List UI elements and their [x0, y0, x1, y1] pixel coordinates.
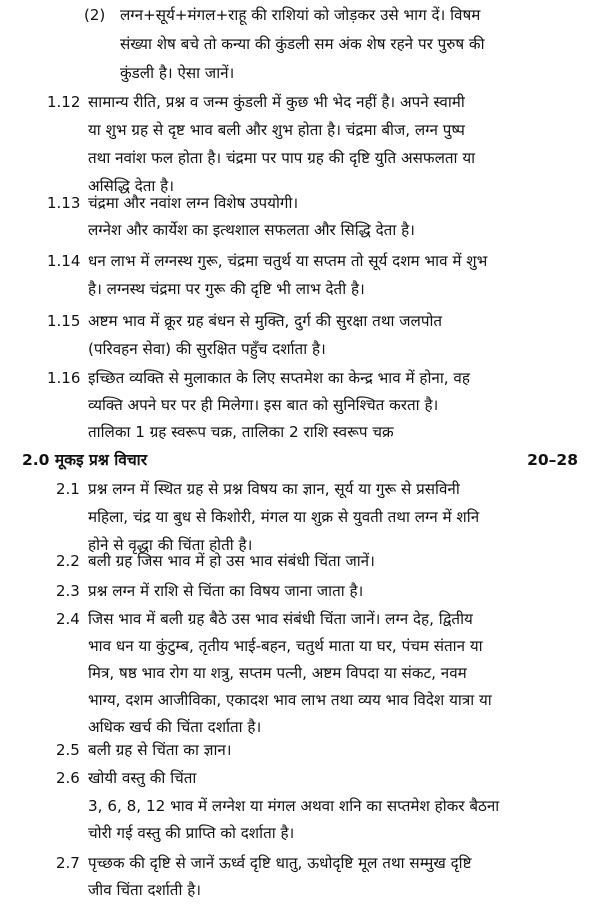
item-text-line: (परिवहन सेवा) की सुरक्षित पहुँच दर्शाता है।	[88, 340, 326, 358]
item-text-line: तथा नवांश फल होता है। चंद्रमा पर पाप ग्रह की दृष्टि युति असफलता या	[88, 149, 476, 167]
item-text-line: अष्टम भाव में क्रूर ग्रह बंधन से मुक्ति, दुर्ग की सुरक्षा तथा जलपोत	[88, 312, 443, 330]
item-text-line: खोयी वस्तु की चिंता	[88, 769, 197, 787]
item-number: 1.12	[47, 93, 81, 111]
item-text-line: बली ग्रह से चिंता का ज्ञान।	[88, 741, 232, 759]
item-text-line: मित्र, षष्ठ भाव रोग या शत्रु, सप्तम पत्नी, अष्टम विपदा या संकट, नवम	[88, 664, 467, 682]
item-text-line: धन लाभ में लग्नस्थ गुरू, चंद्रमा चतुर्थ या सप्तम तो सूर्य दशम भाव में शुभ	[88, 252, 488, 270]
item-text-line: संख्या शेष बचे तो कन्या की कुंडली सम अंक शेष रहने पर पुरुष की	[120, 35, 485, 53]
item-number: 1.13	[47, 194, 81, 212]
item-number: 2.1	[56, 480, 80, 498]
item-text-line: अधिक खर्च की चिंता दर्शाता है।	[88, 718, 262, 736]
item-text-line: लग्नेश और कार्येश का इत्थशाल सफलता और सिद्धि देता है।	[88, 221, 415, 239]
item-text-line: लग्न+सूर्य+मंगल+राहू की राशियां को जोड़कर उसे भाग दें। विषम	[120, 6, 481, 24]
section-heading	[22, 449, 578, 472]
item-number: 1.14	[47, 252, 81, 270]
item-text-line: है। लग्नस्थ चंद्रमा पर गुरू की दृष्टि भी लाभ देती है।	[88, 280, 365, 298]
item-text-line: जिस भाव में बली ग्रह बैठे उस भाव संबंधी चिंता जानें। लग्न देह, द्वितीय	[88, 610, 473, 628]
item-text-line: प्रश्न लग्न में राशि से चिंता का विषय जाना जाता है।	[88, 582, 364, 600]
section-page-range: 20–28	[527, 451, 578, 469]
item-number: 1.15	[47, 312, 81, 330]
item-text-line: बली ग्रह जिस भाव में हो उस भाव संबंधी चिंता जानें।	[88, 552, 375, 570]
item-number: 2.7	[56, 854, 80, 872]
item-number: 2.5	[56, 741, 80, 759]
item-text-line: जीव चिंता दर्शाती है।	[88, 881, 202, 899]
item-number: 2.6	[56, 769, 80, 787]
item-text-line: भाग्य, दशम आजीविका, एकादश भाव लाभ तथा व्यय भाव विदेश यात्रा या	[88, 691, 492, 709]
item-text-line: इच्छित व्यक्ति से मुलाकात के लिए सप्तमेश का केन्द्र भाव में होना, वह	[88, 369, 470, 387]
item-number: 2.3	[56, 582, 80, 600]
item-text-line: 3, 6, 8, 12 भाव में लग्नेश या मंगल अथवा शनि का सप्तमेश होकर बैठना	[88, 797, 500, 815]
section-title: 2.0 मूकइ प्रश्न विचार	[22, 451, 148, 469]
item-text-line: तालिका 1 ग्रह स्वरूप चक्र, तालिका 2 राशि स्वरूप चक्र	[88, 423, 394, 441]
item-number: (2)	[84, 6, 106, 24]
item-text-line: भाव धन या कुंटुम्ब, तृतीय भाई-बहन, चतुर्थ माता या घर, पंचम संतान या	[88, 637, 483, 655]
item-text-line: पृच्छक की दृष्टि से जानें ऊर्ध्व दृष्टि धातु, ऊधोदृष्टि मूल तथा सम्मुख दृष्टि	[88, 854, 472, 872]
item-number: 2.4	[56, 610, 80, 628]
item-text-line: प्रश्न लग्न में स्थित ग्रह से प्रश्न विषय का ज्ञान, सूर्य या गुरू से प्रसविनी	[88, 480, 460, 498]
item-text-line: या शुभ ग्रह से दृष्ट भाव बली और शुभ होता है। चंद्रमा बीज, लग्न पुष्प	[88, 121, 465, 139]
item-text-line: कुंडली है। ऐसा जानें।	[120, 64, 235, 82]
item-text-line: चोरी गई वस्तु की प्राप्ति को दर्शाता है।	[88, 824, 295, 842]
item-text-line: असिद्धि देता है।	[88, 177, 175, 195]
item-text-line: व्यक्ति अपने घर पर ही मिलेगा। इस बात को सुनिश्चित करता है।	[88, 396, 439, 414]
item-text-line: महिला, चंद्र या बुध से किशोरी, मंगल या शुक्र से युवती तथा लग्न में शनि	[88, 508, 480, 526]
item-text-line: होने से वृद्धा की चिंता होती है।	[88, 536, 253, 554]
item-text-line: चंद्रमा और नवांश लग्न विशेष उपयोगी।	[88, 194, 299, 212]
item-text-line: सामान्य रीति, प्रश्न व जन्म कुंडली में कुछ भी भेद नहीं है। अपने स्वामी	[88, 93, 465, 111]
item-number: 1.16	[47, 369, 81, 387]
item-number: 2.2	[56, 552, 80, 570]
